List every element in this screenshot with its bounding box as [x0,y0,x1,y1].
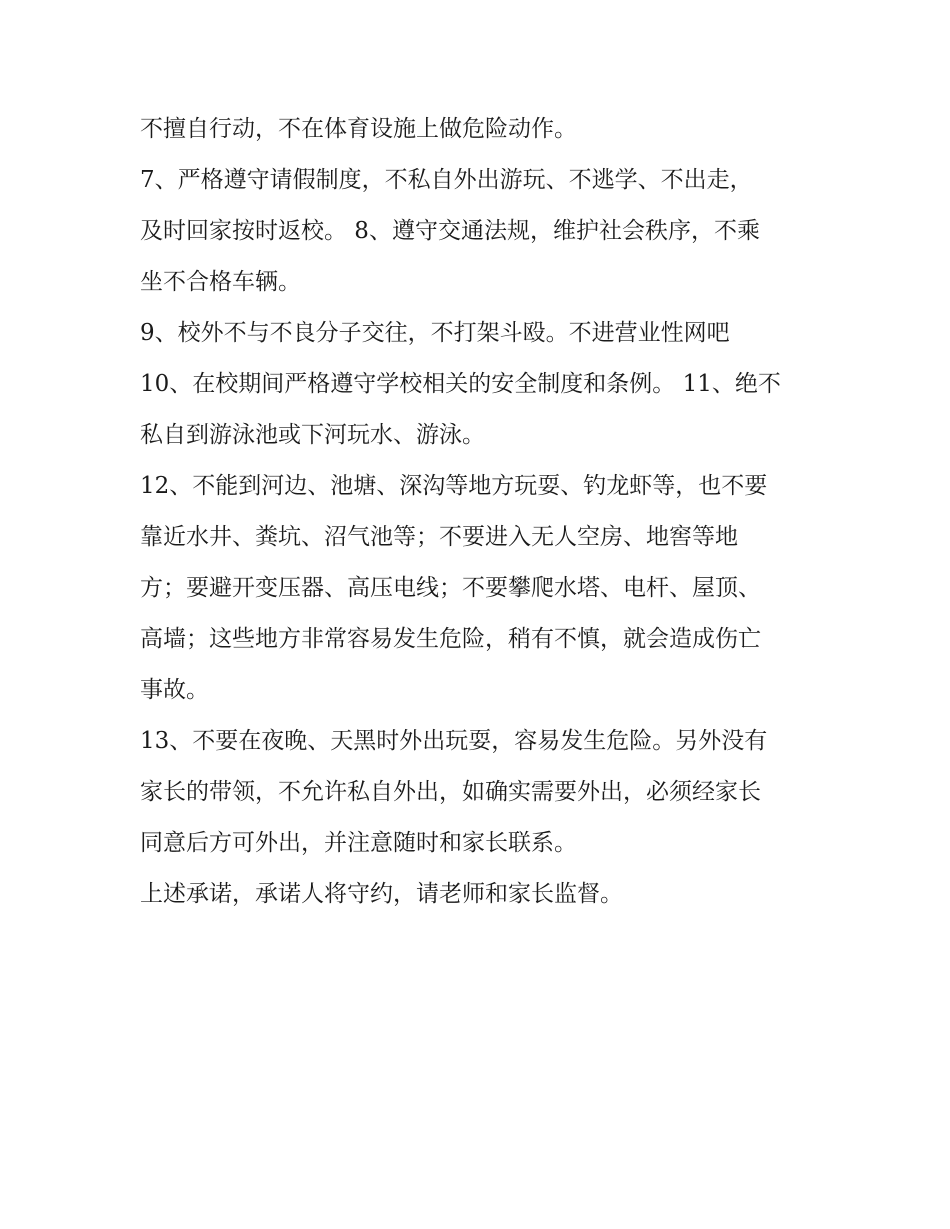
text-line: 10、在校期间严格遵守学校相关的安全制度和条例。 11、绝不 [140,371,781,397]
text-line: 高墙；这些地方非常容易发生危险，稍有不慎，就会造成伤亡 [140,626,761,652]
text-line: 坐不合格车辆。 [140,269,301,295]
text-line: 家长的带领，不允许私自外出，如确实需要外出，必须经家长 [140,779,761,805]
text-line: 事故。 [140,677,209,703]
text-line: 12、不能到河边、池塘、深沟等地方玩耍、钓龙虾等，也不要 [140,473,768,499]
text-line: 上述承诺，承诺人将守约，请老师和家长监督。 [140,881,623,907]
text-line: 13、不要在夜晚、天黑时外出玩耍，容易发生危险。另外没有 [140,728,768,754]
text-line: 9、校外不与不良分子交往，不打架斗殴。不进营业性网吧 [140,320,730,346]
document-body [140,104,820,920]
text-line: 私自到游泳池或下河玩水、游泳。 [140,422,485,448]
text-line: 不擅自行动，不在体育设施上做危险动作。 [140,116,577,142]
text-line: 靠近水井、粪坑、沼气池等；不要进入无人空房、地窖等地 [140,524,738,550]
text-line: 方；要避开变压器、高压电线；不要攀爬水塔、电杆、屋顶、 [140,575,761,601]
text-line: 同意后方可外出，并注意随时和家长联系。 [140,830,577,856]
text-line: 及时回家按时返校。 8、遵守交通法规，维护社会秩序，不乘 [140,218,760,244]
text-line: 7、严格遵守请假制度，不私自外出游玩、不逃学、不出走， [140,167,753,193]
